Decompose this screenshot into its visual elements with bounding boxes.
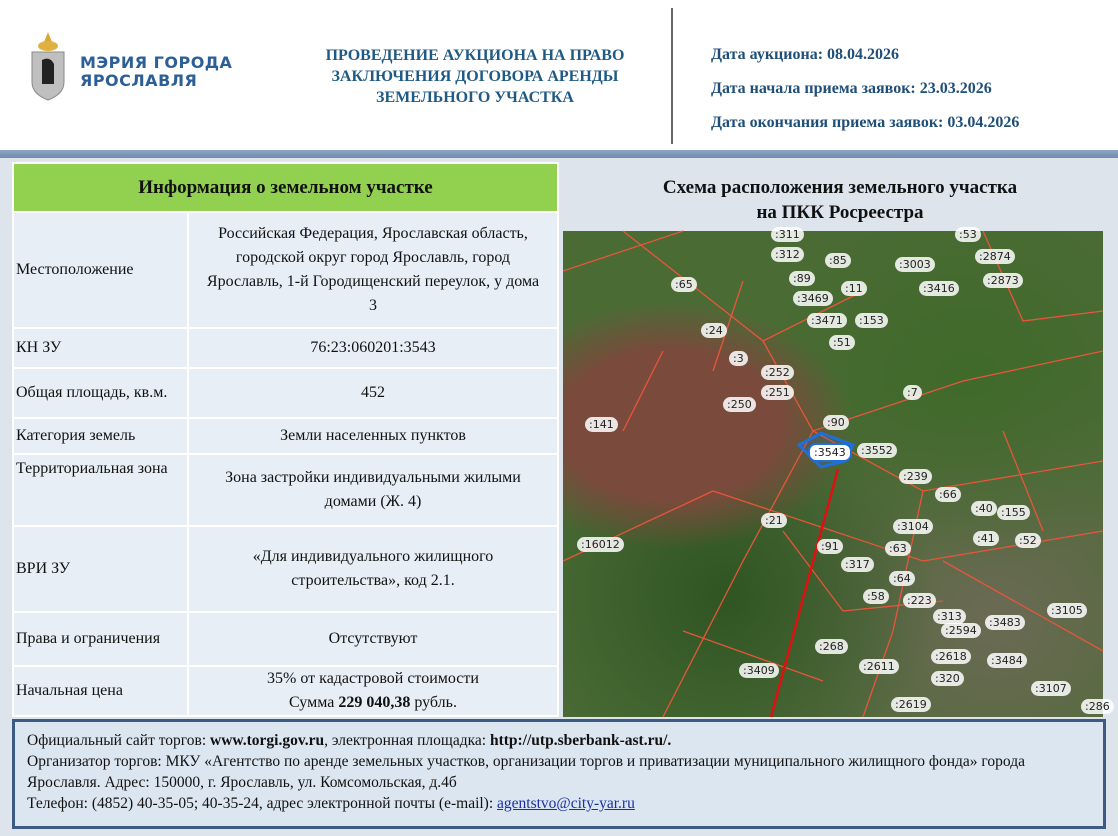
coat-of-arms-icon (28, 32, 68, 102)
parcel-number-label: :16012 (577, 537, 624, 552)
row-value: 452 (188, 368, 558, 418)
parcel-number-label: :286 (1081, 699, 1114, 714)
parcel-number-label: :64 (889, 571, 915, 586)
parcel-number-label: :3483 (985, 615, 1025, 630)
row-label: Местоположение (13, 212, 188, 328)
map-title-line: на ПКК Росреестра (756, 202, 924, 223)
parcel-number-label: :3471 (807, 313, 847, 328)
parcel-number-label: :90 (823, 415, 849, 430)
selected-parcel-label[interactable]: :3543 (808, 443, 852, 462)
parcel-number-label: :53 (955, 227, 981, 242)
parcel-number-label: :3105 (1047, 603, 1087, 618)
logo-text-line1: МЭРИЯ ГОРОДА (80, 53, 233, 72)
table-row (13, 328, 558, 368)
table-row (13, 418, 558, 454)
land-info-table (12, 162, 559, 717)
parcel-number-label: :7 (903, 385, 922, 400)
row-label: Начальная цена (13, 666, 188, 716)
logo-text-line2: ЯРОСЛАВЛЯ (80, 71, 198, 90)
title-line: ПРОВЕДЕНИЕ АУКЦИОНА НА ПРАВО (325, 47, 625, 64)
parcel-number-label: :3484 (987, 653, 1027, 668)
parcel-number-label: :2619 (891, 697, 931, 712)
table-row (13, 526, 558, 612)
parcel-number-label: :40 (971, 501, 997, 516)
header-band (0, 150, 1118, 158)
parcel-number-label: :250 (723, 397, 756, 412)
row-value: Отсутствуют (188, 612, 558, 666)
parcel-number-label: :63 (885, 541, 911, 556)
parcel-number-label: :21 (761, 513, 787, 528)
parcel-number-label: :11 (841, 281, 867, 296)
parcel-number-label: :2873 (983, 273, 1023, 288)
pointer-arrow (771, 469, 838, 717)
parcel-number-label: :3469 (793, 291, 833, 306)
table-row (13, 612, 558, 666)
parcel-number-label: :66 (935, 487, 961, 502)
title-line: ЗАКЛЮЧЕНИЯ ДОГОВОРА АРЕНДЫ (331, 68, 619, 85)
parcel-number-label: :3104 (893, 519, 933, 534)
parcel-number-label: :312 (771, 247, 804, 262)
row-value: Зона застройки индивидуальными жилыми домами (Ж. 4) (188, 454, 558, 526)
sberbank-link[interactable]: http://utp.sberbank-ast.ru/. (489, 732, 672, 749)
row-value: 76:23:060201:3543 (188, 328, 558, 368)
map-title (570, 175, 1110, 225)
parcel-number-label: :3003 (895, 257, 935, 272)
organizer-text: Организатор торгов: МКУ «Агентство по аренде земельных участков, организации торгов и приватизации муниципального жилищного фонда» города Ярославля. Адрес: 150000, г. Ярославль, ул. Комсомольская, д.4б (27, 753, 1025, 791)
parcel-number-label: :3552 (857, 443, 897, 458)
parcel-number-label: :24 (701, 323, 727, 338)
map-title-line: Схема расположения земельного участка (662, 177, 1018, 198)
parcel-number-label: :320 (931, 671, 964, 686)
row-label: ВРИ ЗУ (13, 526, 188, 612)
parcel-number-label: :91 (817, 539, 843, 554)
parcel-number-label: :3107 (1031, 681, 1071, 696)
parcel-number-label: :58 (863, 589, 889, 604)
auction-dates (711, 38, 1019, 140)
parcel-number-label: :89 (789, 271, 815, 286)
table-row (13, 666, 558, 716)
row-value (188, 666, 558, 716)
application-end-date: Дата окончания приема заявок: 03.04.2026 (711, 114, 1020, 131)
cadastral-map[interactable] (563, 228, 1110, 717)
parcel-number-label: :251 (761, 385, 794, 400)
table-heading: Информация о земельном участке (13, 163, 558, 212)
row-label: Категория земель (13, 418, 188, 454)
email-link[interactable]: agentstvo@city-yar.ru (497, 795, 635, 812)
table-row (13, 454, 558, 526)
header (0, 0, 1118, 150)
contact-info (12, 719, 1106, 829)
parcel-number-label: :3 (729, 351, 748, 366)
parcel-number-label: :155 (997, 505, 1030, 520)
parcel-number-label: :2594 (941, 623, 981, 638)
parcel-number-label: :223 (903, 593, 936, 608)
parcel-number-label: :311 (771, 227, 804, 242)
parcel-number-label: :141 (585, 417, 618, 432)
row-value: Земли населенных пунктов (188, 418, 558, 454)
row-label: Права и ограничения (13, 612, 188, 666)
table-row (13, 212, 558, 328)
parcel-number-label: :313 (933, 609, 966, 624)
footer-text: , электронная площадка: (324, 732, 490, 749)
price-prefix: Сумма (289, 694, 339, 711)
parcel-number-label: :52 (1015, 533, 1041, 548)
parcel-number-label: :268 (815, 639, 848, 654)
auction-date: Дата аукциона: 08.04.2026 (711, 46, 900, 63)
footer-text: Официальный сайт торгов: (27, 732, 211, 749)
parcel-number-label: :153 (855, 313, 888, 328)
parcel-number-label: :3416 (919, 281, 959, 296)
row-value: «Для индивидуального жилищного строительства», код 2.1. (188, 526, 558, 612)
divider (671, 8, 673, 144)
parcel-number-label: :41 (973, 531, 999, 546)
parcel-number-label: :65 (671, 277, 697, 292)
application-start-date: Дата начала приема заявок: 23.03.2026 (711, 80, 992, 97)
parcel-number-label: :2611 (859, 659, 899, 674)
parcel-number-label: :239 (899, 469, 932, 484)
torgi-link[interactable]: www.torgi.gov.ru (210, 732, 325, 749)
price-suffix: рубль. (410, 694, 457, 711)
parcel-number-label: :2618 (931, 649, 971, 664)
phone-text: Телефон: (4852) 40-35-05; 40-35-24, адрес электронной почты (e-mail): (27, 795, 498, 812)
row-label: Общая площадь, кв.м. (13, 368, 188, 418)
parcel-number-label: :51 (829, 335, 855, 350)
table-row (13, 368, 558, 418)
price-note: 35% от кадастровой стоимости (267, 670, 479, 687)
parcel-number-label: :2874 (975, 249, 1015, 264)
row-label: КН ЗУ (13, 328, 188, 368)
row-label: Территориальная зона (13, 454, 188, 526)
page-title (285, 45, 665, 108)
title-line: ЗЕМЕЛЬНОГО УЧАСТКА (376, 89, 574, 106)
parcel-number-label: :317 (841, 557, 874, 572)
row-value: Российская Федерация, Ярославская область, городской округ город Ярославль, город Ярославль, 1-й Городищенский переулок, у дома 3 (188, 212, 558, 328)
parcel-number-label: :3409 (739, 663, 779, 678)
parcel-number-label: :85 (825, 253, 851, 268)
parcel-number-label: :252 (761, 365, 794, 380)
city-hall-logo (28, 32, 248, 102)
price-amount: 229 040,38 (338, 694, 411, 711)
